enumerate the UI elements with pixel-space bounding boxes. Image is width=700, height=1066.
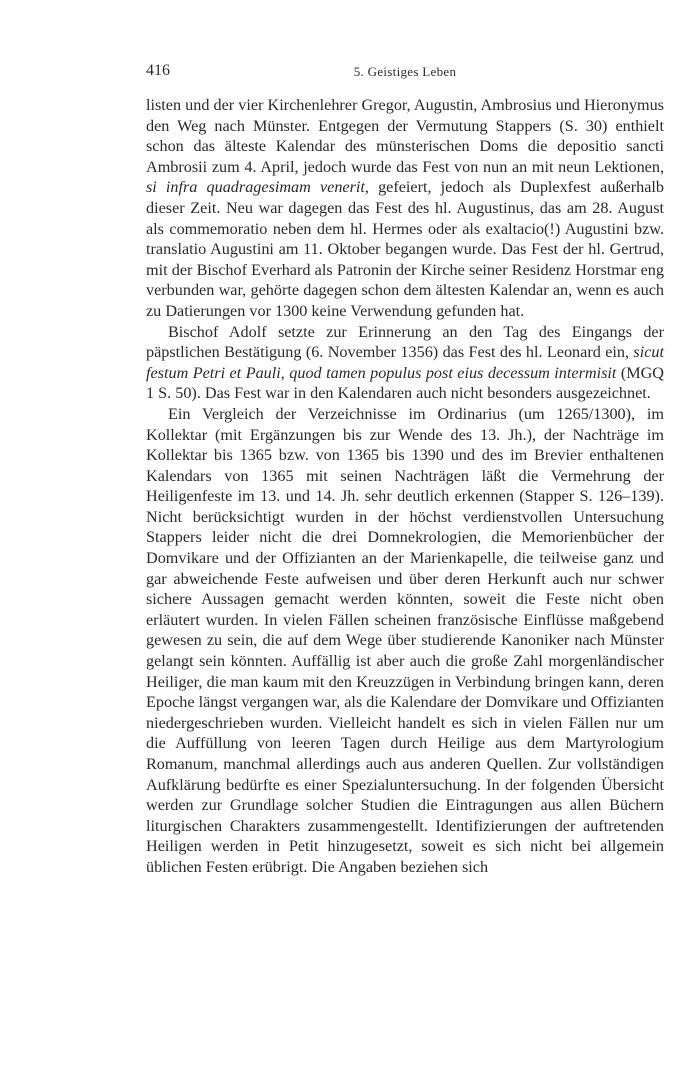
page-header	[146, 62, 664, 82]
body-text	[146, 95, 664, 878]
paragraph-1-text-1: listen und der vier Kirchenlehrer Gregor, Augustin, Ambrosius und Hieronymus den Weg nach Münster. Entgegen der Vermutung Stappers (S. 30) enthielt schon das älteste Kalendar des münsterischen Doms die depositio sancti Ambrosii zum 4. April, jedoch wurde das Fest von nun an mit neun Lektionen,	[146, 96, 664, 176]
paragraph-2	[146, 322, 664, 404]
paragraph-3	[146, 404, 664, 878]
running-title: 5. Geistiges Leben	[353, 64, 457, 79]
paragraph-2-text-2: (MGQ 1 S. 50). Das Fest war in den Kalendaren auch nicht besonders ausgezeichnet.	[146, 363, 664, 403]
page-number: 416	[146, 62, 170, 79]
paragraph-1-text-2: , gefeiert, jedoch als Duplexfest außerhalb dieser Zeit. Neu war dagegen das Fest des hl. Augustinus, das am 28. August als commemoratio neben dem hl. Hermes oder als exaltacio(!) Augustini bzw. translatio Augustini am 11. Oktober begangen wurde. Das Fest der hl. Gertrud, mit der Bischof Everhard als Patronin der Kirche seiner Residenz Horstmar eng verbunden war, gehörte dagegen schon dem ältesten Kalendar an, wenn es auch zu Datierungen vor 1300 keine Verwendung gefunden hat.	[146, 178, 664, 320]
paragraph-3-text-1: Ein Vergleich der Verzeichnisse im Ordinarius (um 1265/1300), im Kollektar (mit Ergänzungen bis zur Wende des 13. Jh.), der Nachträge im Kollektar bis 1365 bzw. von 1365 bis 1390 und des im Brevier enthaltenen Kalendars von 1365 mit seinen Nachträgen läßt die Vermehrung der Heiligenfeste im 13. und 14. Jh. sehr deutlich erkennen (Stapper S. 126–139). Nicht berücksichtigt wurden in der höchst verdienstvollen Untersuchung Stappers leider nicht die drei Domnekrologien, die Memorienbücher der Domvikare und der Offizianten an der Marienkapelle, die teilweise ganz und gar abweichende Feste aufweisen und über deren Herkunft auch nur schwer sichere Aussagen gemacht werden könnten, soweit die Feste nicht oben erläutert wurden. In vielen Fällen scheinen französische Einflüsse maßgebend gewesen zu sein, die auf dem Wege über studierende Kanoniker nach Münster gelangt sein könnten. Auffällig ist aber auch die große Zahl morgenländischer Heiliger, die man kaum mit den Kreuzzügen in Verbindung bringen kann, deren Epoche längst vergangen war, als die Kalendare der Domvikare und Offizianten niedergeschrieben wurden. Vielleicht handelt es sich in vielen Fällen nur um die Auffüllung von leeren Tagen durch Heilige aus dem Martyrologium Romanum, manchmal allerdings auch aus anderen Quellen. Zur vollständigen Aufklärung bedürfte es einer Spezialuntersuchung. In der folgenden Übersicht werden zur Grundlage solcher Studien die Eintragungen aus allen Büchern liturgischen Charakters zusammengestellt. Identifizierungen der auftretenden Heiligen werden in Petit hinzugesetzt, soweit es sich nicht bei allgemein üblichen Festen erübrigt. Die Angaben beziehen sich	[146, 404, 664, 876]
paragraph-2-latin-quote: sicut festum Petri et Pauli, quod tamen populus post eius decessum intermisit	[146, 343, 664, 382]
paragraph-1	[146, 95, 664, 322]
paragraph-2-text-1: Bischof Adolf setzte zur Erinnerung an den Tag des Eingangs der päpstlichen Bestätigung (6. November 1356) das Fest des hl. Leonard ein,	[146, 322, 664, 362]
paragraph-1-latin-quote: si infra quadragesimam venerit	[146, 178, 365, 197]
